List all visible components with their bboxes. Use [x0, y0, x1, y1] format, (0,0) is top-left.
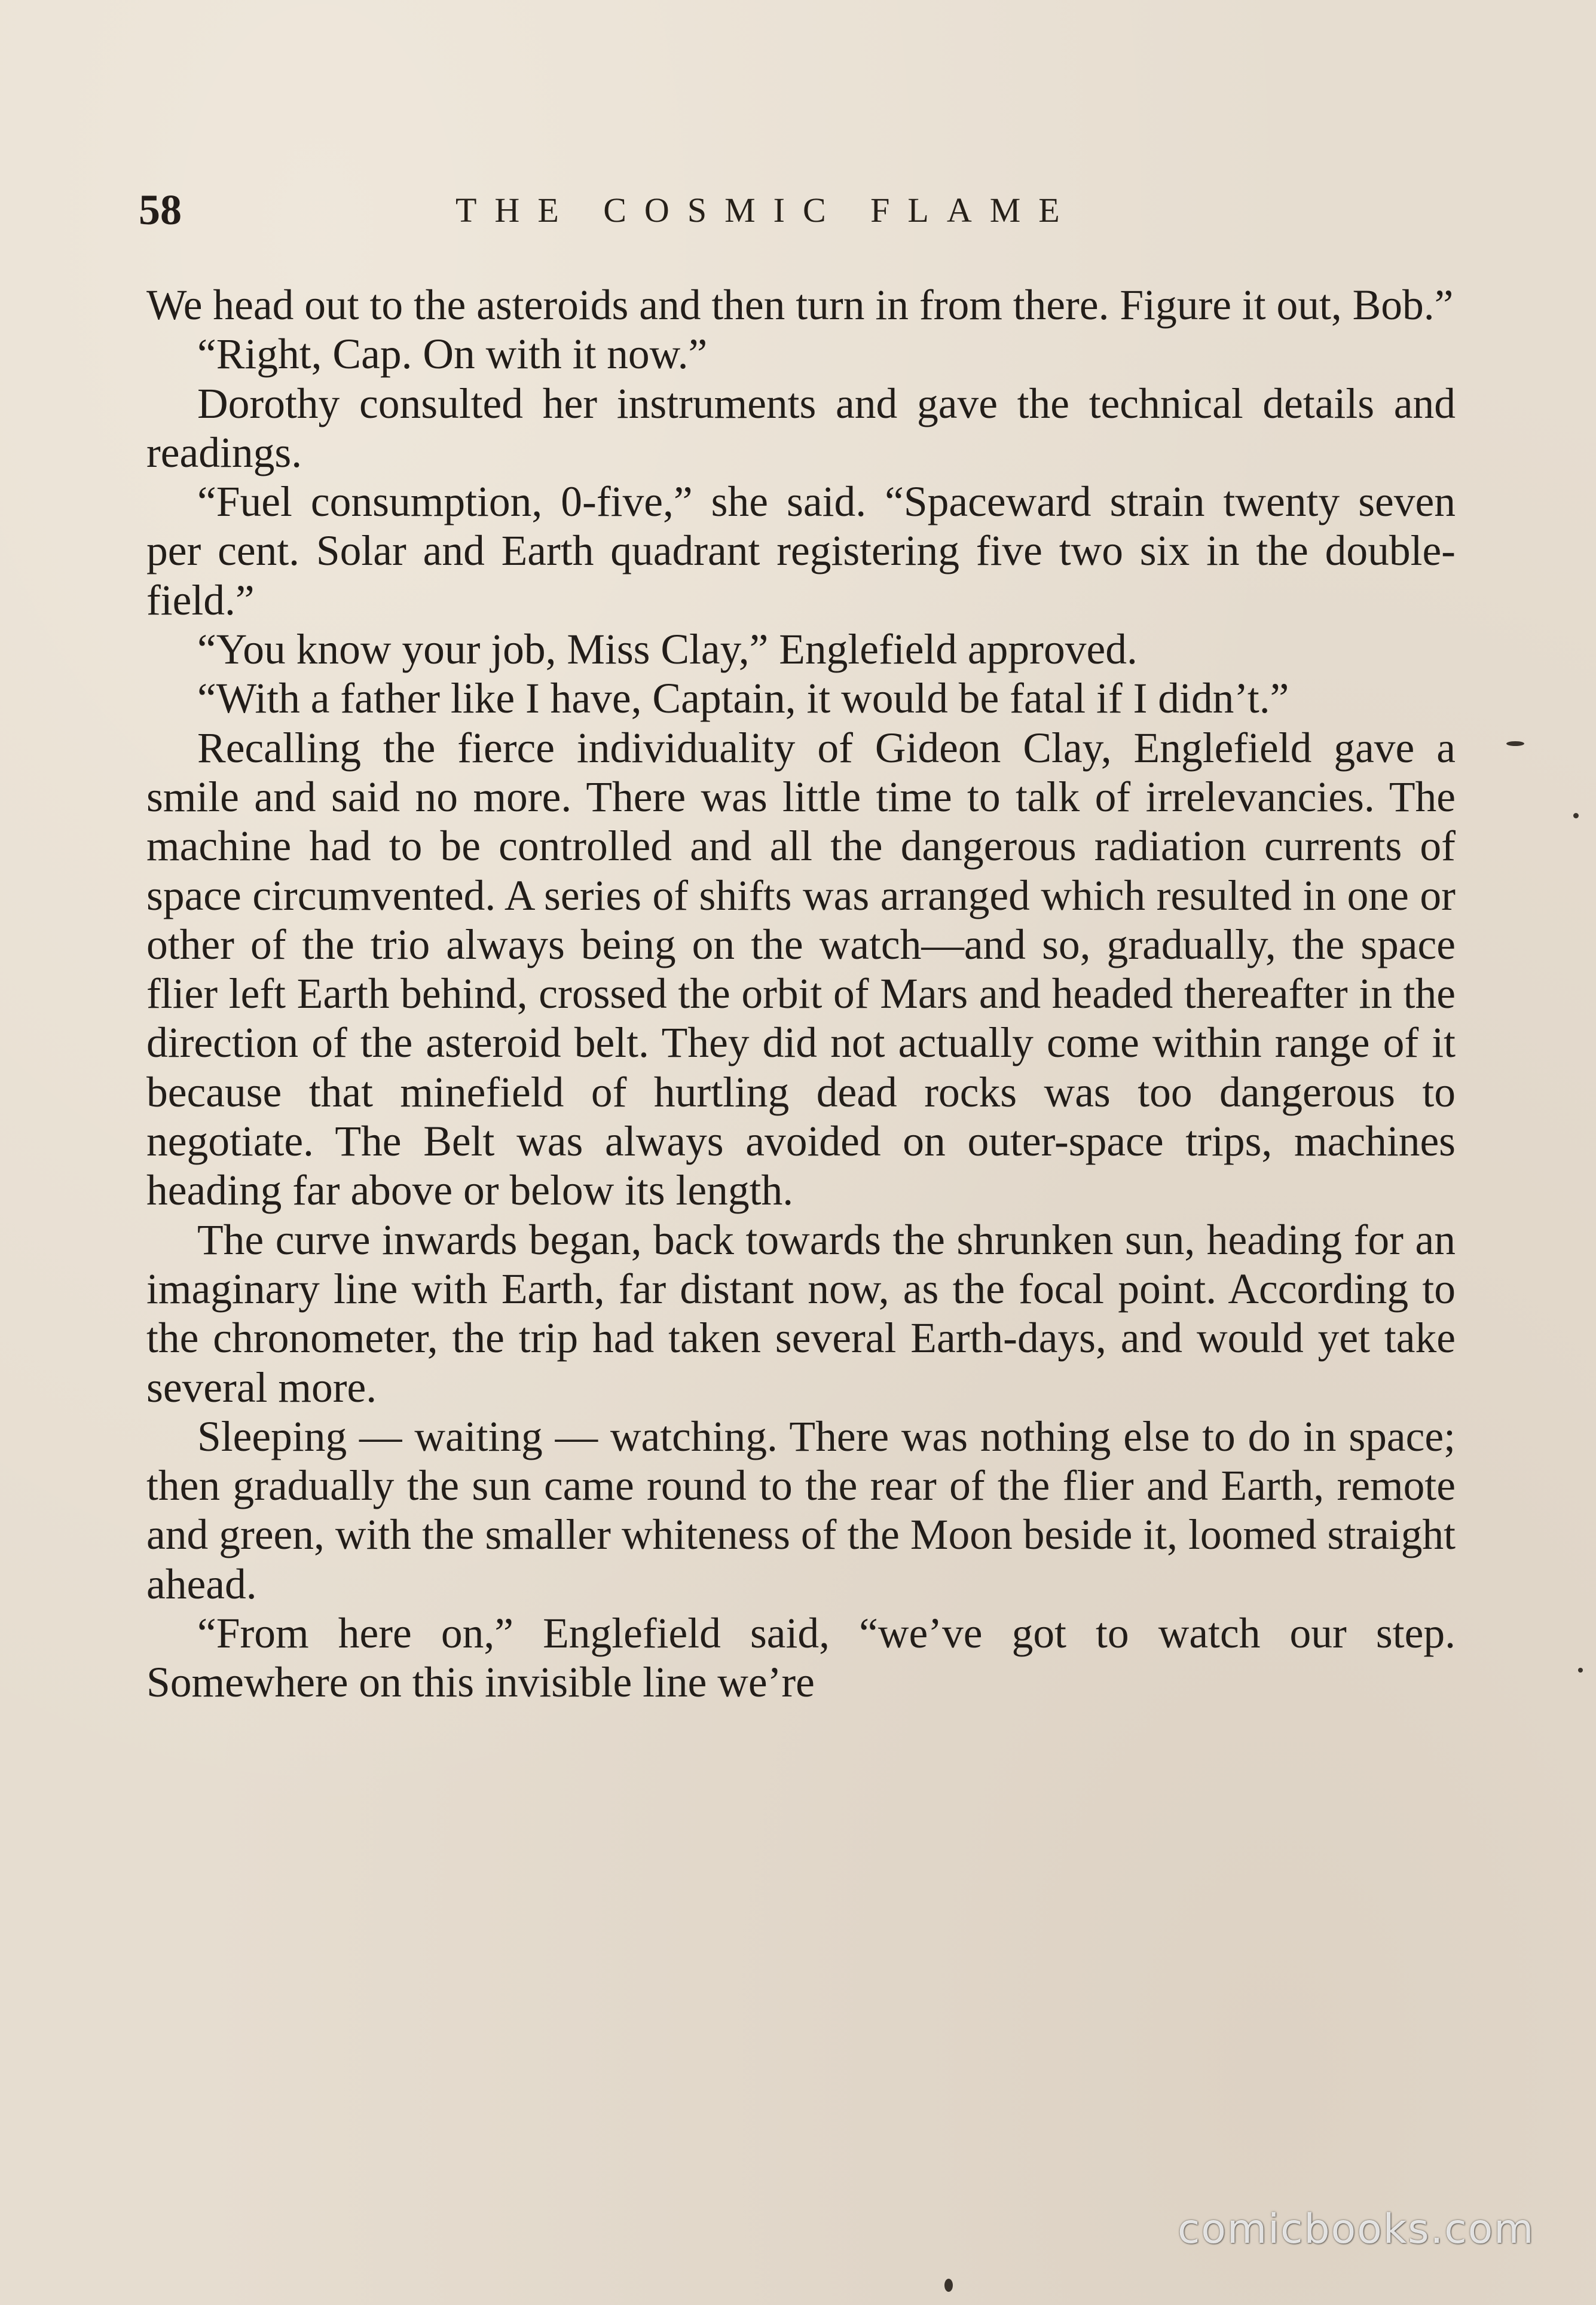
paper-speck — [1578, 1668, 1583, 1673]
paragraph: Dorothy consulted her instruments and gave the technical details and readings. — [146, 380, 1456, 476]
paragraph: Sleeping — waiting — watching. There was nothing else to do in space; then gradually the sun came round to the rear of the flier and Earth, remote and green, with the smaller whiteness of the Moon beside it, loomed straight ahead. — [146, 1413, 1456, 1608]
paragraph: Recalling the fierce individuality of Gideon Clay, Englefield gave a smile and said no more. There was little time to talk of irrelevancies. The machine had to be controlled and all the dangerous radiation currents of space circumvented. A series of shifts was arranged which resulted in one or other of the trio always being on the watch—and so, gradually, the space flier left Earth behind, crossed the orbit of Mars and headed thereafter in the direction of the asteroid belt. They did not actually come within range of it because that minefield of hurtling dead rocks was too dangerous to negotiate. The Belt was always avoided on outer-space trips, machines heading far above or below its length. — [146, 724, 1456, 1215]
book-title: THE COSMIC FLAME — [455, 191, 1078, 230]
paragraph: “Right, Cap. On with it now.” — [197, 331, 708, 378]
running-head — [139, 185, 1454, 239]
paragraph: “With a father like I have, Captain, it would be fatal if I didn’t.” — [197, 675, 1289, 723]
page-number: 58 — [139, 186, 182, 234]
paragraph: We head out to the asteroids and then turn in from there. Figure it out, Bob.” — [146, 282, 1454, 329]
paragraph: “You know your job, Miss Clay,” Englefield approved. — [197, 626, 1138, 674]
paper-speck — [1506, 741, 1524, 746]
paragraph: The curve inwards began, back towards the shrunken sun, heading for an imaginary line with Earth, far distant now, as the focal point. According to the chronometer, the trip had taken several Earth-days, and would yet take several more. — [146, 1216, 1456, 1411]
paper-speck — [944, 2279, 953, 2292]
watermark: comicbooks.com — [1178, 2206, 1535, 2253]
paragraph: “Fuel consumption, 0-five,” she said. “Spaceward strain twenty seven per cent. Solar and Earth quadrant registering five two six in the double-field.” — [146, 478, 1456, 624]
paper-speck — [1573, 813, 1579, 818]
paragraph: “From here on,” Englefield said, “we’ve got to watch our step. Somewhere on this invisible line we’re — [146, 1610, 1456, 1707]
body-text — [146, 281, 1456, 1708]
